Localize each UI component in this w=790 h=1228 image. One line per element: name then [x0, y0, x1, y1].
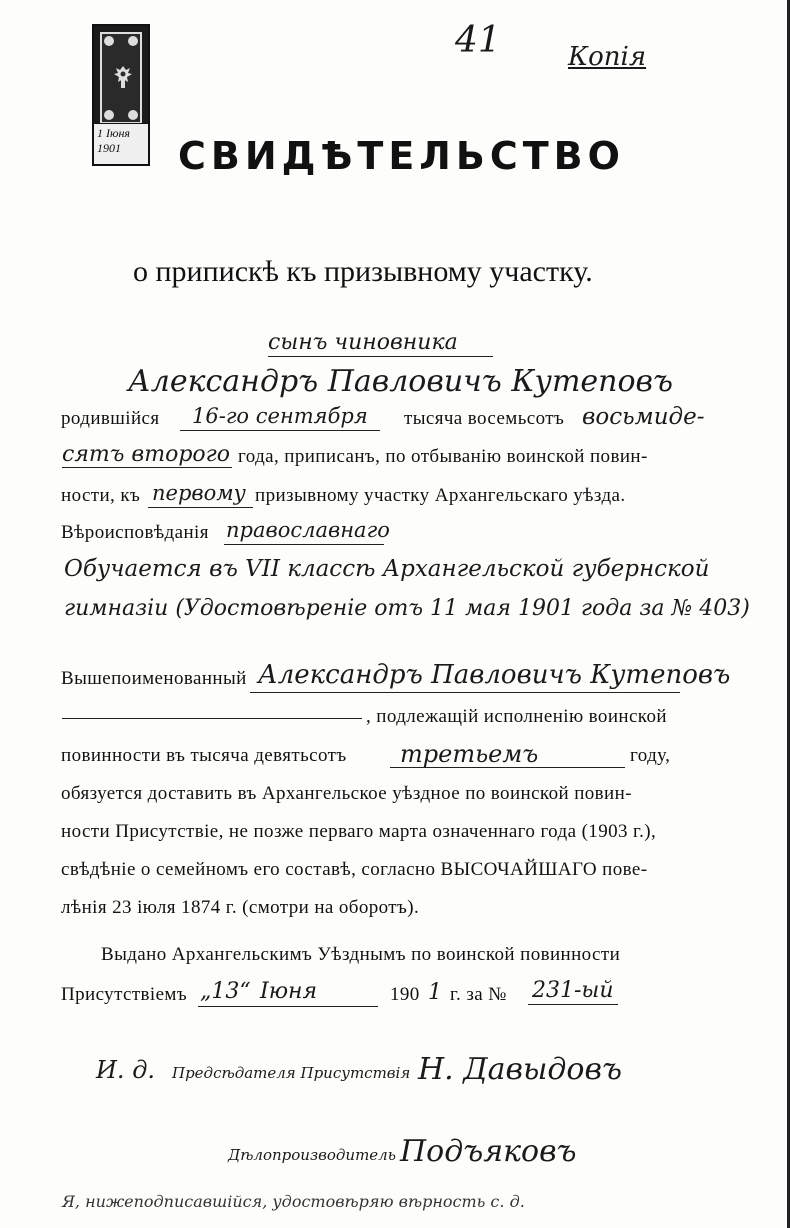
named-handwritten: Александръ Павловичъ Кутеповъ — [258, 660, 731, 690]
line-3-rest: призывному участку Архангельскаго уѣзда. — [255, 485, 626, 506]
clerk-label: Дѣлопроизводитель — [228, 1146, 396, 1164]
issued-day-handwritten: „13“ — [200, 979, 251, 1004]
issued-date-underline — [198, 1006, 378, 1007]
status-handwritten: сынъ чиновника — [268, 330, 458, 355]
year-handwritten-2: сятъ второго — [62, 442, 231, 467]
issued-line-2-prefix: Присутствіемъ — [61, 984, 188, 1005]
duty-line-5: свѣдѣніе о семейномъ его составѣ, согласно ВЫСОЧАЙШАГО пове- — [61, 859, 648, 880]
faith-handwritten: православнаго — [226, 518, 390, 542]
stamp-corner-circle — [104, 110, 114, 120]
faith-underline — [224, 544, 384, 545]
document-subtitle: о припискѣ къ призывному участку. — [133, 255, 593, 288]
line-3-prefix: ности, къ — [61, 485, 141, 506]
duty-line-2-prefix: повинности въ тысяча девятьсотъ — [61, 745, 347, 766]
stamp-frame — [100, 32, 142, 124]
stamp-corner-circle — [128, 36, 138, 46]
body-line-2: года, приписанъ, по отбыванію воинской повин- — [238, 446, 648, 467]
chair-label: Предсѣдателя Присутствія — [172, 1064, 411, 1082]
status-underline — [268, 356, 493, 357]
issued-year-handwritten: 1 — [428, 980, 442, 1005]
district-underline — [148, 507, 253, 508]
faith-label: Вѣроисповѣданія — [61, 522, 209, 543]
duty-year-handwritten: третьемъ — [400, 740, 539, 768]
education-line-1: Обучается въ VII классѣ Архангельской губернской — [64, 556, 710, 582]
issued-year-prefix: 190 — [390, 984, 420, 1005]
clerk-signature: Подъяковъ — [400, 1134, 577, 1169]
duty-line-1: , подлежащій исполненію воинской — [366, 706, 667, 727]
born-label: родившійся — [61, 408, 160, 429]
duty-line-6: лѣнія 23 іюля 1874 г. (смотри на оборотъ). — [61, 897, 420, 918]
named-underline — [250, 692, 680, 693]
blank-line — [62, 718, 362, 719]
district-handwritten: первому — [152, 481, 246, 505]
duty-line-3: обязуется доставить въ Архангельское уѣздное по воинской повин- — [61, 783, 632, 804]
issued-line-1: Выдано Архангельскимъ Уѣзднымъ по воинской повинности — [101, 944, 621, 965]
named-label: Вышепоименованный — [61, 668, 247, 689]
bottom-note: Я, нижеподписавшійся, удостовѣряю вѣрность с. д. — [62, 1192, 525, 1211]
issued-number-handwritten: 231-ый — [532, 978, 614, 1003]
revenue-stamp — [92, 24, 150, 166]
stamp-annotation: 1 Іюня 1901 — [97, 126, 130, 155]
issued-number-underline — [528, 1004, 618, 1005]
born-date-handwritten: 16-го сентября — [192, 404, 368, 428]
issued-month-handwritten: Іюня — [260, 979, 318, 1004]
stamp-corner-circle — [128, 110, 138, 120]
duty-year-underline — [390, 767, 625, 768]
year-underline — [62, 467, 232, 468]
duty-line-4: ности Присутствіе, не позже перваго марта означеннаго года (1903 г.), — [61, 821, 657, 842]
name-handwritten: Александръ Павловичъ Кутеповъ — [128, 364, 673, 399]
chair-signature: Н. Давыдовъ — [418, 1052, 622, 1087]
stamp-cancellation — [94, 123, 148, 164]
duty-line-2-suffix: году, — [630, 745, 671, 766]
page-number: 41 — [455, 20, 501, 61]
stamp-corner-circle — [104, 36, 114, 46]
year-prefix: тысяча восемьсотъ — [404, 408, 565, 429]
education-line-2: гимназіи (Удостовѣреніе отъ 11 мая 1901 года за № 403) — [64, 596, 750, 621]
issued-number-prefix: г. за № — [450, 984, 507, 1005]
double-headed-eagle-icon — [111, 62, 135, 92]
copy-label: Копія — [568, 42, 647, 72]
year-handwritten-1: восьмиде- — [582, 404, 705, 430]
born-underline — [180, 430, 380, 431]
document-title: СВИДѢТЕЛЬСТВО — [178, 134, 625, 178]
chair-prefix-handwritten: И. д. — [96, 1056, 156, 1084]
